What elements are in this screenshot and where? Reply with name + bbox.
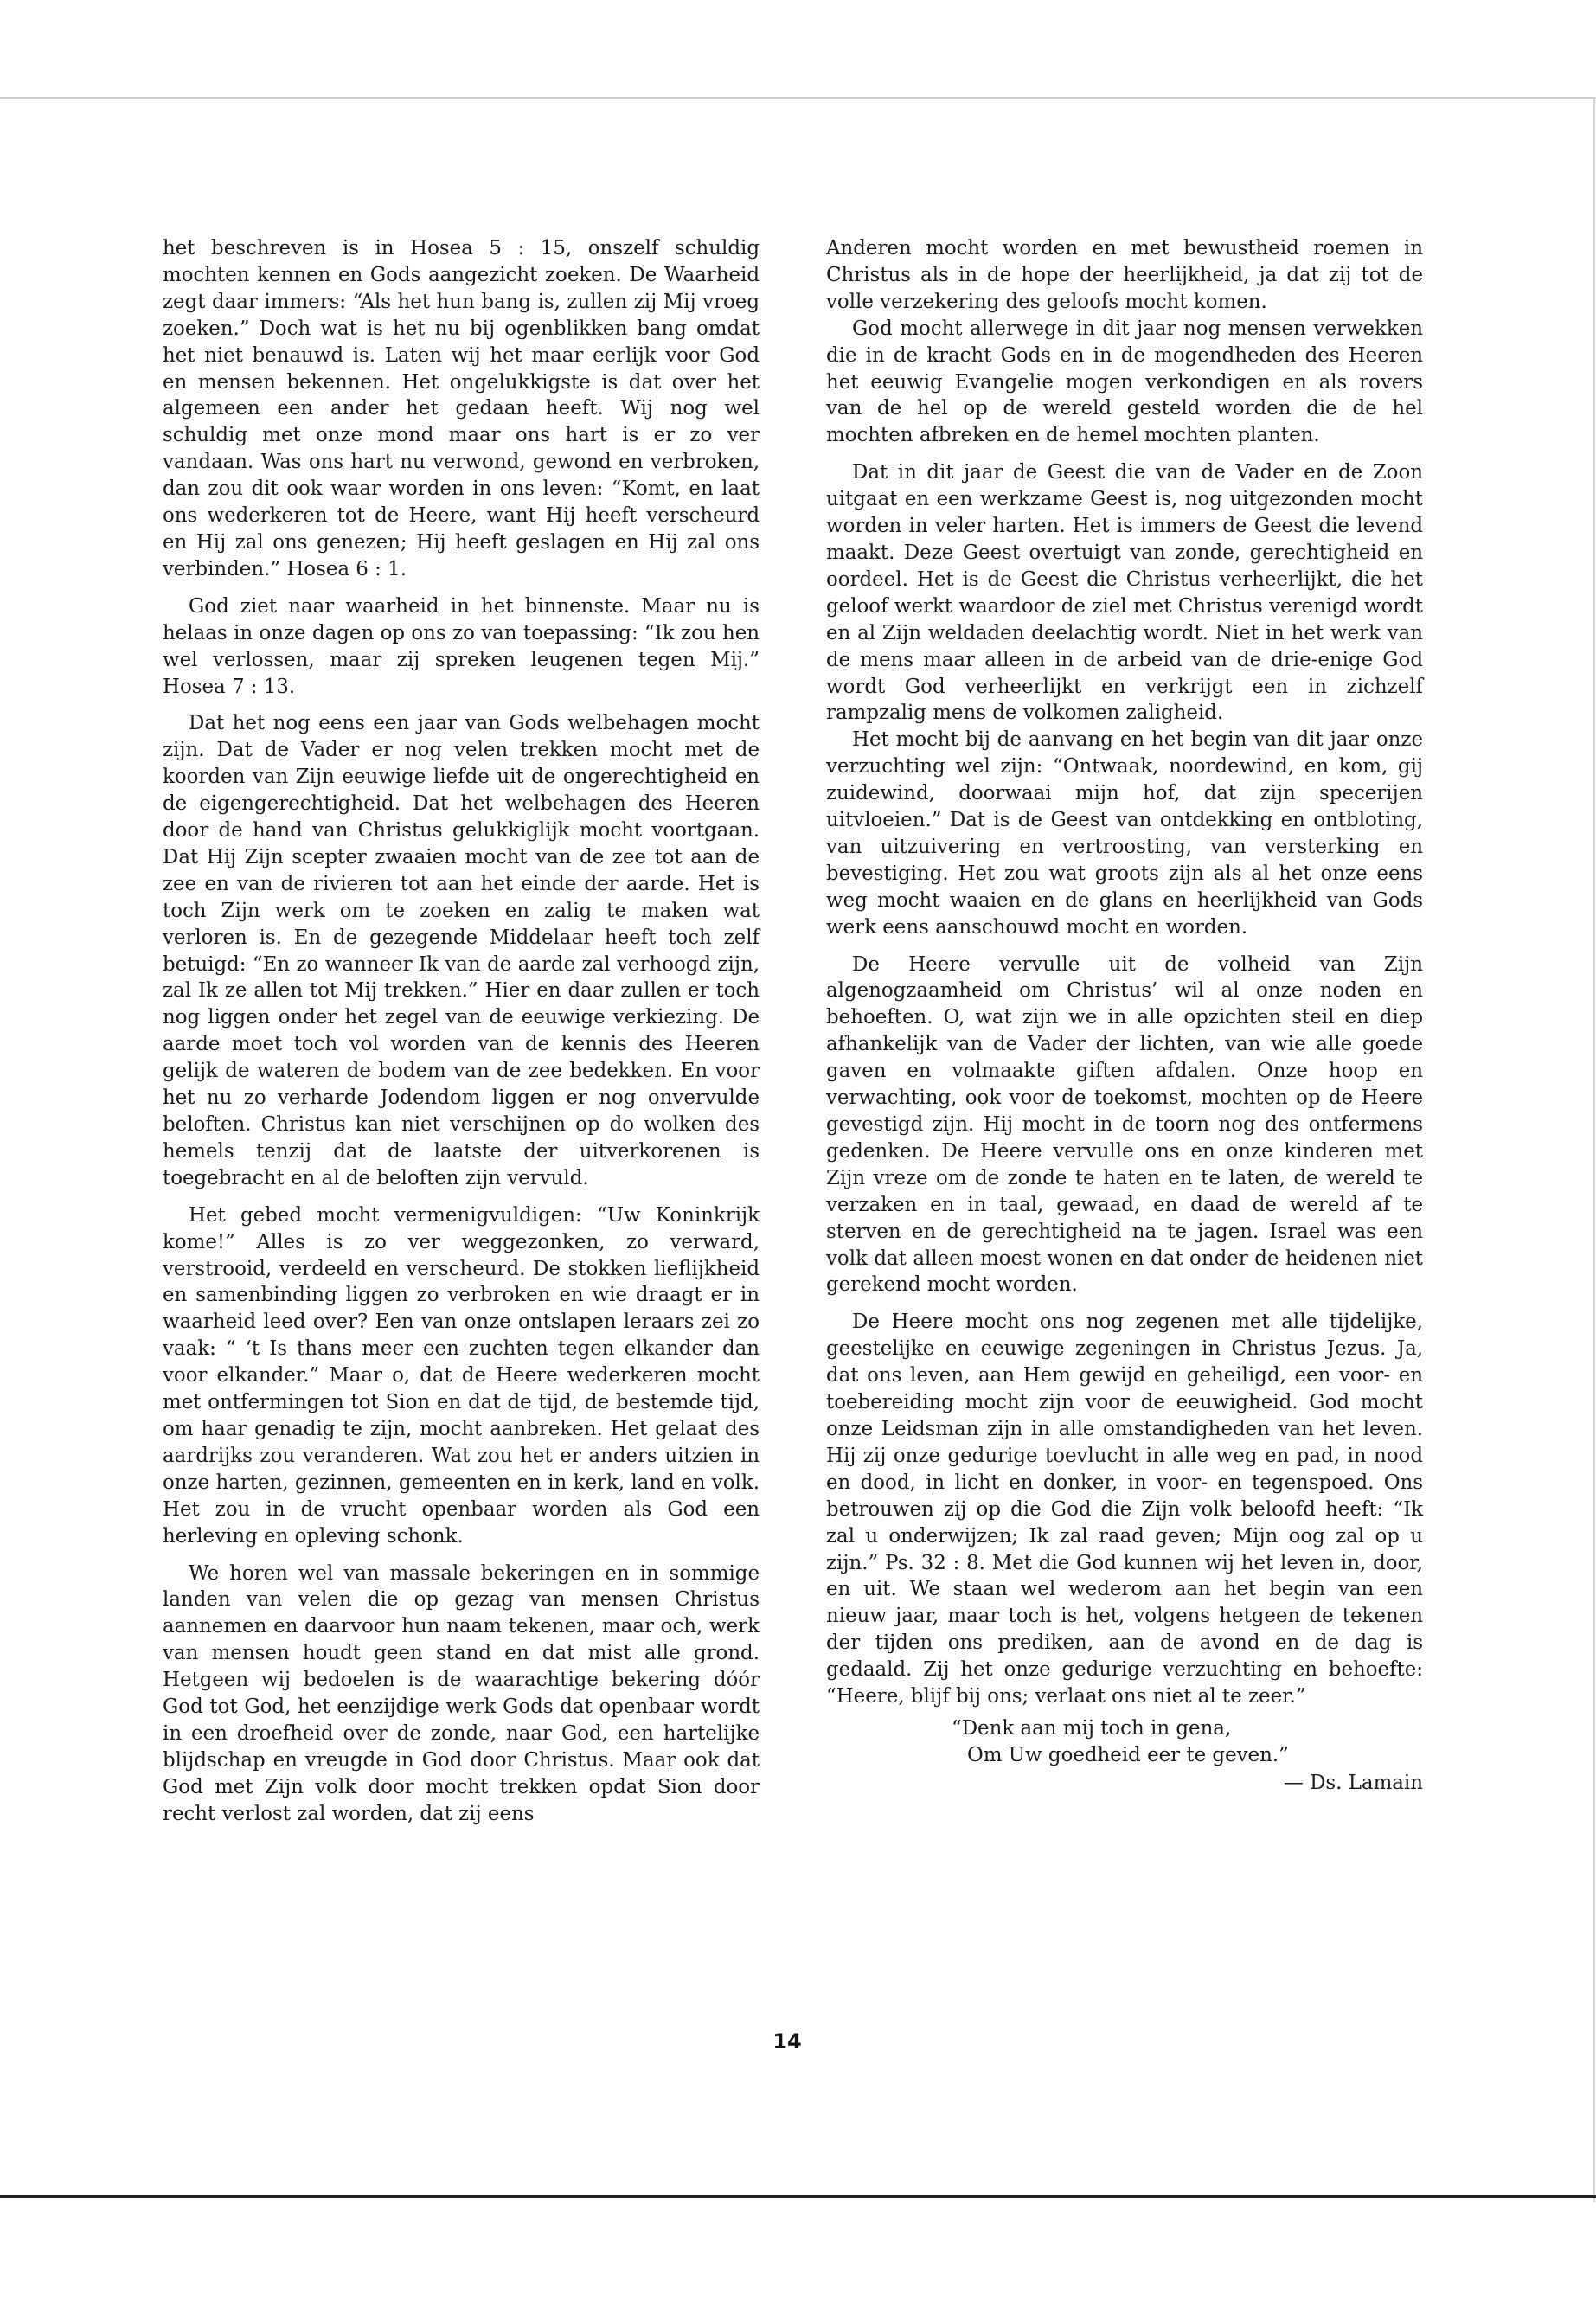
scan-bottom-edge: [0, 2195, 1596, 2198]
poem-line-2: Om Uw goedheid eer te geven.”: [967, 1744, 1289, 1767]
right-paragraph-4: Het mocht bij de aanvang en het begin van dit jaar onze verzuchting wel zijn: “Ontwaak, noordewind, en kom, gij zuidewind, doorwaai mijn hof, dat zijn specerijen uitvloeien.” Dat is de Geest van ontdekking en ontbloting, van uitzuivering en vertroosting, van versterking en bevestiging. Het zou wat groots zijn als al het onze eens weg mocht waaien en de glans en heerlijkheid van Gods werk eens aanschouwd mocht en worden.: [826, 728, 1423, 939]
left-paragraph-2: God ziet naar waarheid in het binnenste. Maar nu is helaas in onze dagen op ons zo van toepassing: “Ik zou hen wel verlossen, maar zij spreken leugenen tegen Mij.” Hosea 7 : 13.: [163, 594, 760, 698]
right-paragraph-1: Anderen mocht worden en met bewustheid roemen in Christus als in de hope der heerlijkheid, ja dat zij tot de volle verzekering des geloofs mocht komen.: [826, 237, 1423, 313]
closing-poem: [826, 1715, 1423, 1798]
scan-top-edge: [0, 97, 1596, 99]
left-paragraph-3: Dat het nog eens een jaar van Gods welbehagen mocht zijn. Dat de Vader er nog velen trekken mocht met de koorden van Zijn eeuwige liefde uit de ongerechtigheid en de eigengerechtigheid. Dat het welbehagen des Heeren door de hand van Christus gelukkiglijk mocht voortgaan. Dat Hij Zijn scepter zwaaien mocht van de zee tot aan de zee en van de rivieren tot aan het einde der aarde. Het is toch Zijn werk om te zoeken en zalig te maken wat verloren is. En de gezegende Middelaar heeft toch zelf betuigd: “En zo wanneer Ik van de aarde zal verhoogd zijn, zal Ik ze allen tot Mij trekken.” Hier en daar zullen er toch nog liggen onder het zegel van de eeuwige verkiezing. De aarde moet toch vol worden van de kennis des Heeren gelijk de wateren de bodem van de zee bedekken. En voor het nu zo verharde Jodendom liggen er nog onvervulde beloften. Christus kan niet verschijnen op do wolken des hemels tenzij dat de laatste der uitverkorenen is toegebracht en al de beloften zijn vervuld.: [163, 712, 760, 1189]
left-paragraph-5: We horen wel van massale bekeringen en in sommige landen van velen die op gezag van mensen Christus aannemen en daarvoor hun naam tekenen, maar och, werk van mensen houdt geen stand en dat mist alle grond. Hetgeen wij bedoelen is de waarachtige bekering dóór God tot God, het eenzijdige werk Gods dat openbaar wordt in een droefheid over de zonde, naar God, een hartelijke blijdschap en vreugde in God door Christus. Maar ook dat God met Zijn volk door mocht trekken opdat Sion door recht verlost zal worden, dat zij eens: [163, 1561, 760, 1825]
right-column: [826, 235, 1423, 1797]
page-number: 14: [772, 2029, 802, 2054]
right-paragraph-2: God mocht allerwege in dit jaar nog mensen verwekken die in de kracht Gods en in de mogendheden des Heeren het eeuwig Evangelie mogen verkondigen en als rovers van de hel op de wereld gesteld worden die de hel mochten afbreken en de hemel mochten planten.: [826, 317, 1423, 447]
poem-line-1: “Denk aan mij toch in gena,: [952, 1716, 1232, 1740]
right-paragraph-5: De Heere vervulle uit de volheid van Zijn algenogzaamheid om Christus’ wil al onze noden en behoeften. O, wat zijn we in alle opzichten steil en diep afhankelijk van de Vader der lichten, van wie alle goede gaven en volmaakte giften afdalen. Onze hoop en verwachting, ook voor de toekomst, mochten op de Heere gevestigd zijn. Hij mocht in de toorn nog des ontfermens gedenken. De Heere vervulle ons en onze kinderen met Zijn vreze om de zonde te haten en te laten, de wereld te verzaken en in taal, gewaad, en daad de wereld af te sterven en de gerechtigheid na te jagen. Israel was een volk dat alleen moest wonen en dat onder de heidenen niet gerekend mocht worden.: [826, 952, 1423, 1297]
left-paragraph-4: Het gebed mocht vermenigvuldigen: “Uw Koninkrijk kome!” Alles is zo ver weggezonken, zo verward, verstrooid, verdeeld en verscheurd. De stokken lieflijkheid en samenbinding liggen zo verbroken en wie draagt er in waarheid leed over? Een van onze ontslapen leraars zei zo vaak: “ ‘t Is thans meer een zuchten tegen elkander dan voor elkander.” Maar o, dat de Heere wederkeren mocht met ontfermingen tot Sion en dat de tijd, de bestemde tijd, om haar genadig te zijn, mocht aanbreken. Het gelaat des aardrijks zou veranderen. Wat zou het er anders uitzien in onze harten, gezinnen, gemeenten en in kerk, land en volk. Het zou in de vrucht openbaar worden als God een herleving en opleving schonk.: [163, 1203, 760, 1548]
author-signature: — Ds. Lamain: [1283, 1771, 1423, 1794]
left-paragraph-1: het beschreven is in Hosea 5 : 15, onszelf schuldig mochten kennen en Gods aangezicht zoeken. De Waarheid zegt daar immers: “Als het hun bang is, zullen zij Mij vroeg zoeken.” Doch wat is het nu bij ogenblikken bang omdat het niet benauwd is. Laten wij het maar eerlijk voor God en mensen bekennen. Het ongelukkigste is dat over het algemeen een ander het gedaan heeft. Wij nog wel schuldig met onze mond maar ons hart is er zo ver vandaan. Was ons hart nu verwond, gewond en verbroken, dan zou dit ook waar worden in ons leven: “Komt, en laat ons wederkeren tot de Heere, want Hij heeft verscheurd en Hij zal ons genezen; Hij heeft geslagen en Hij zal ons verbinden.” Hosea 6 : 1.: [163, 237, 760, 580]
left-column: [163, 235, 760, 1828]
scan-right-edge: [1593, 97, 1595, 2202]
right-paragraph-3: Dat in dit jaar de Geest die van de Vader en de Zoon uitgaat en een werkzame Geest is, nog uitgezonden mocht worden in veler harten. Het is immers de Geest die levend maakt. Deze Geest overtuigt van zonde, gerechtigheid en oordeel. Het is de Geest die Christus verheerlijkt, die het geloof werkt waardoor de ziel met Christus verenigd wordt en al Zijn weldaden deelachtig wordt. Niet in het werk van de mens maar alleen in de arbeid van de drie-enige God wordt God verheerlijkt en verkrijgt een in zichzelf rampzalig mens de volkomen zaligheid.: [826, 461, 1423, 725]
right-paragraph-6: De Heere mocht ons nog zegenen met alle tijdelijke, geestelijke en eeuwige zegeningen in Christus Jezus. Ja, dat ons leven, aan Hem gewijd en geheiligd, een voor- en toebereiding mocht zijn voor de eeuwigheid. God mocht onze Leidsman zijn in alle omstandigheden van het leven. Hij zij onze gedurige toevlucht in alle weg en pad, in nood en dood, in licht en donker, in voor- en tegenspoed. Ons betrouwen zij op die God die Zijn volk beloofd heeft: “Ik zal u onderwijzen; Ik zal raad geven; Mijn oog zal op u zijn.” Ps. 32 : 8. Met die God kunnen wij het leven in, door, en uit. We staan wel wederom aan het begin van een nieuw jaar, maar toch is het, volgens hetgeen de tekenen der tijden ons prediken, aan de avond en de dag is gedaald. Zij het onze gedurige verzuchting en behoefte: “Heere, blijf bij ons; verlaat ons niet al te zeer.”: [826, 1311, 1423, 1708]
